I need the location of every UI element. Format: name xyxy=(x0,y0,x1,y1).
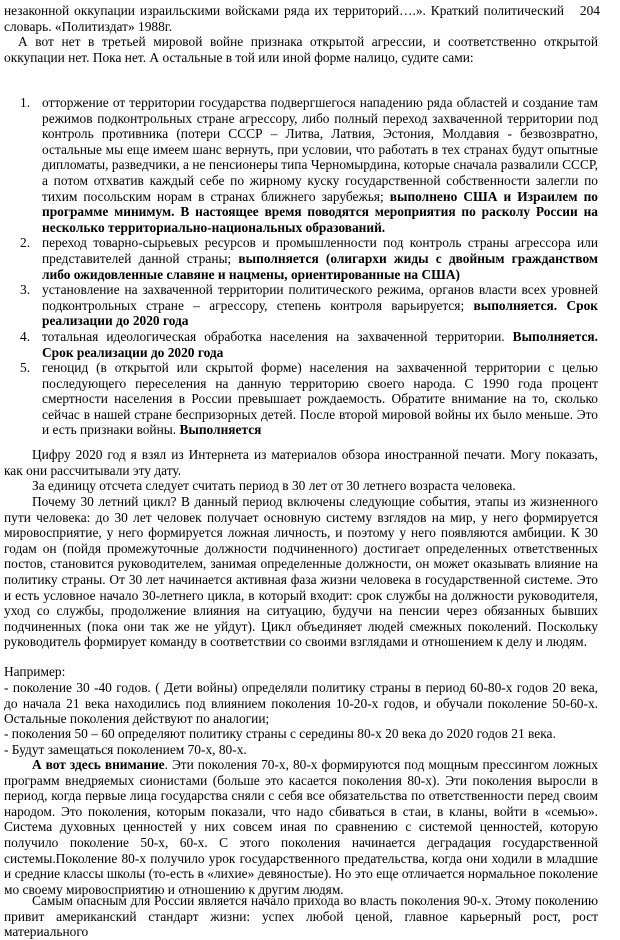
war-signs-list xyxy=(0,95,598,438)
list-item: 1. отторжение от территории государства подвергшегося нападению ряда областей и создание там режимов подконтрольных стране агрессору, либо полный переход захваченной территории под контроль противника (потери СССР – Литва, Латвия, Эстония, Молдавия - безвозвратно, остальные мы еще имеем шанс вернуть, при условии, что работать в тех странах будут опытные дипломаты, разведчики, а не пенсионеры типа Черномырдина, которые сначала развалили СССР, а потом отхватив каждый себе по жирному куску государственной собственности залегли по тихим посольским норам в странах ближнего зарубежья; выполнено США и Израилем по программе минимум. В настоящее время поводятся мероприятия по расколу России на несколько территориально-национальных образований. xyxy=(20,95,598,235)
paragraph-2020: Цифру 2020 год я взял из Интернета из материалов обзора иностранной печати. Могу показать, как они рассчитывали эту дату. xyxy=(4,447,598,478)
list-item: 3. установление на захваченной территории политического режима, органов власти всех уровней подконтрольных стране – агрессору, степень контроля варьируется; выполняется. Срок реализации до 2020 года xyxy=(20,282,599,329)
list-item: 2. переход товарно-сырьевых ресурсов и промышленности под контроль страны агрессора или представителей данной страны; выполняется (олигархи жиды с двойным гражданством либо ожидовленные славяне и нацмены, ориентированные на США) xyxy=(20,235,599,282)
example-item: - Будут замещаться поколением 70-х, 80-х. xyxy=(4,742,247,757)
paragraph-30-cycle: Почему 30 летний цикл? В данный период включены следующие события, этапы из жизненного пути человека: до 30 лет человек получает основную систему взглядов на мир, у него формируется мировосприятие, у него формируется ложная личность, и поэтому у него появляются амбиции. К 30 годам он (пойдя промежуточные должности подчиненного) достигает определенных ответственных постов, становится руководителем, занимая определенные должности, он может оказывать влияние на политику страны. От 30 лет начинается активная фаза жизни человека в государственной системе. Это и есть условное начало 30-летнего цикла, в который входит: срок службы на должности руководителя, уход со службы, продолжение влияния на ситуацию, будучи на пенсии через обязанных бывших подчиненных (пока они так же не уйдут). Цикл объединяет людей смежных поколений. Поскольку руководитель формирует команду в соответствии со своими взглядами и отношением к делу и людям. xyxy=(4,494,598,650)
list-item: 4. тотальная идеологическая обработка населения на захваченной территории. Выполняется. Срок реализации до 2020 года xyxy=(20,328,598,360)
page-number: 204 xyxy=(579,3,600,18)
example-item: - поколения 50 – 60 определяют политику страны с середины 80-х 20 века до 2020 годов 21 века. xyxy=(4,726,556,741)
intro-paragraph: А вот нет в третьей мировой войне признака открытой агрессии, и соответственно открытой оккупации нет. Пока нет. А остальные в той или иной форме налицо, судите сами: xyxy=(4,34,598,65)
paragraph-attention: А вот здесь внимание. Эти поколения 70-х, 80-х формируются под мощным прессингом ложных программ внедряемых сионистами (больше это касается поколения 80-х). Эти поколения выросли в период, когда первые лица государства сняли с себя все обязательства по ответственности перед своим народом. Это поколения, которым показали, что надо сбиваться в стаи, в кланы, войти в «семью». Система духовных ценностей у них совсем иная по сравнению с системой ценностей, которую получило поколение 50-х, 60-х. С этого поколения начинается деградация государственной системы.Поколение 80-х получило урок государственного предательства, когда они ходили в младшие и средние классы школы (то-есть в «лихие» девяностые). Но это еще отличается нормальное поколение мо своему мировосприятию и отношению к другим людям. xyxy=(4,757,599,897)
list-item: 5. геноцид (в открытой или скрытой форме) населения на захваченной территории с целью последующего переселения на данную территорию своего народа. С 1990 года процент смертности населения в России превышает рождаемость. Обратите внимание на то, сколько сейчас в нашей стране беспризорных детей. После второй мировой войны их было меньше. Это и есть признаки войны. Выполняется xyxy=(20,360,598,438)
paragraph-danger: Самым опасным для России является начало прихода во власть поколения 90-х. Этому поколению привит американский стандарт жизни: успех любой ценой, главное карьерный рост, рост материального xyxy=(4,893,598,940)
example-label: Например: xyxy=(4,664,66,679)
intro-continuation: незаконной оккупации израильскими войсками ряда их территорий….». Краткий политический словарь. «Политиздат» 1988г. xyxy=(4,3,564,34)
paragraph-unit: За единицу отсчета следует считать период в 30 лет от 30 летнего возраста человека. xyxy=(32,478,516,493)
example-item: - поколение 30 -40 годов. ( Дети войны) определяли политику страны в период 60-80-х годов 20 века, до начала 21 века находились под влиянием поколения 10-20-х годов, и обучали поколение 50-60-х. Остальные поколения действуют по аналогии; xyxy=(4,680,598,727)
